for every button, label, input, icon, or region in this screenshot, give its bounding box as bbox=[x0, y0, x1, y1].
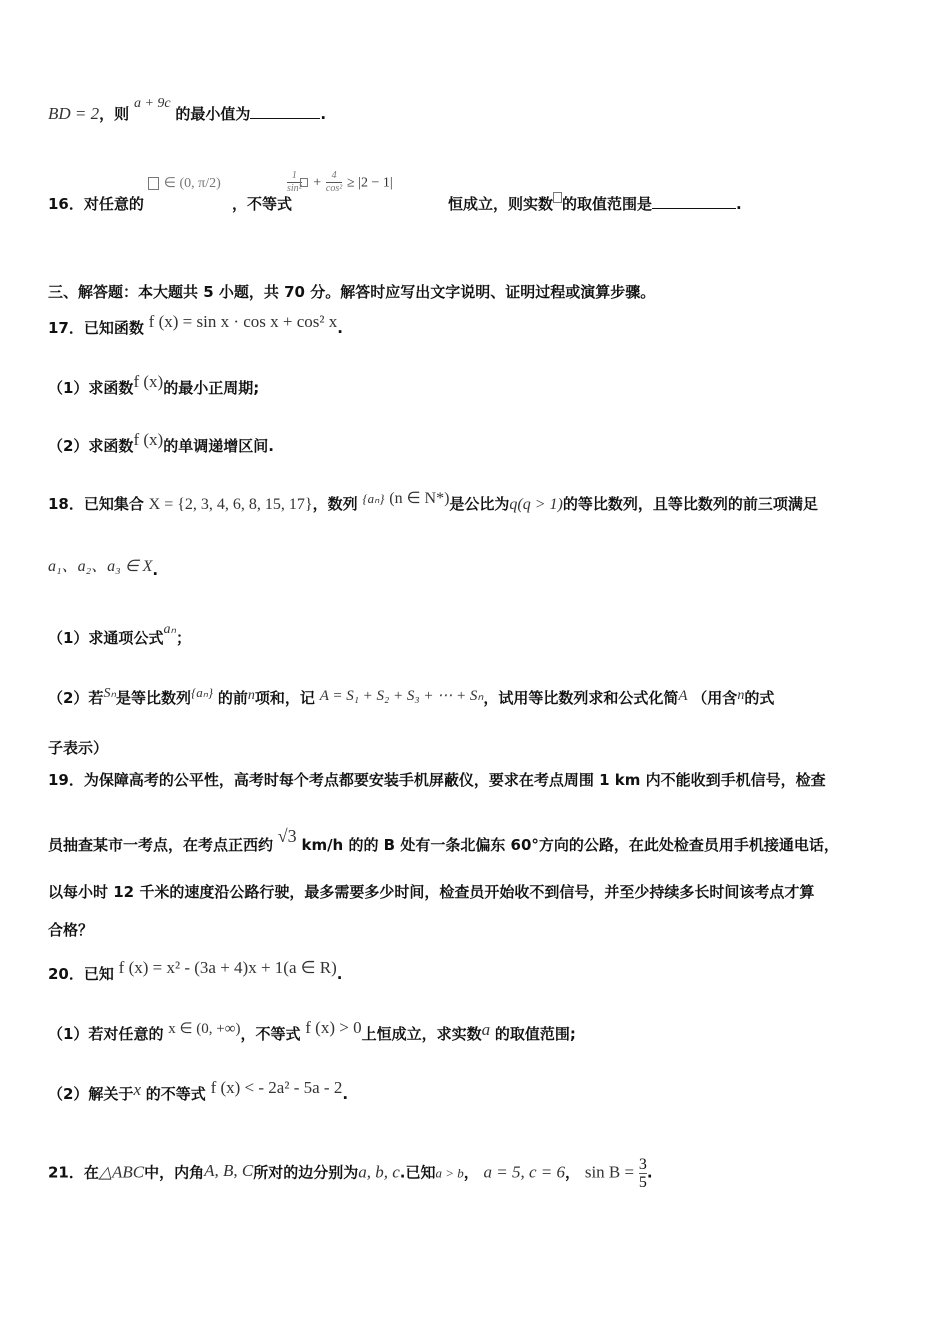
q21-t2: 所对的边分别为 bbox=[253, 1163, 359, 1182]
q16-inequality bbox=[287, 170, 393, 195]
q19-line2b: km/h 的的 B 处有一条北偏东 60°方向的公路，在此处检查员用手机接通电话， bbox=[301, 836, 839, 854]
q18-p2-seq: {aₙ} bbox=[191, 685, 214, 700]
q18-p2-t3: 项和，记 bbox=[254, 689, 315, 707]
placeholder-box-icon bbox=[553, 192, 562, 203]
q16-domain-math: ∈ (0, π/2) bbox=[163, 176, 221, 191]
q18-part-2 bbox=[48, 685, 775, 710]
q18-p2-A: A = S₁ + S₂ + S₃ + ⋯ + Sₙ bbox=[319, 688, 484, 704]
q21-fraction bbox=[639, 1156, 647, 1191]
q18-p2-sn: Sₙ bbox=[103, 686, 117, 701]
q18-set: X = {2, 3, 4, 6, 8, 15, 17} bbox=[148, 496, 313, 513]
q18-line-2 bbox=[48, 560, 158, 581]
q17-part-1 bbox=[48, 372, 260, 398]
q20-p1-t2: 上恒成立，求实数 bbox=[361, 1025, 482, 1043]
q18-p2-line2: 子表示） bbox=[48, 739, 109, 757]
q21-t5: ， bbox=[565, 1163, 581, 1182]
q21-t4: ， bbox=[463, 1163, 479, 1182]
q15-sep: ，则 bbox=[99, 105, 130, 123]
q15-answer-blank bbox=[250, 104, 320, 119]
placeholder-box-icon bbox=[300, 178, 308, 187]
question-18 bbox=[48, 490, 818, 515]
q15-expression: a + 9c bbox=[133, 96, 171, 111]
q21-triangle: △ABC bbox=[98, 1162, 145, 1182]
q18-p2-t2: 的前 bbox=[217, 689, 248, 707]
q16-plus: + bbox=[313, 175, 322, 191]
q20-end: . bbox=[336, 965, 343, 983]
q21-t3: .已知 bbox=[399, 1163, 436, 1182]
q21-sinB: sin B = bbox=[584, 1162, 635, 1182]
q17-p1-text: 的最小正周期; bbox=[163, 379, 260, 397]
q15-end: . bbox=[320, 105, 327, 123]
q20-part-2 bbox=[48, 1078, 349, 1104]
q19-line2a: 员抽查某市一考点，在考点正西约 bbox=[48, 836, 274, 854]
q17-p1-label: （1）求函数 bbox=[48, 379, 134, 397]
q16-domain bbox=[148, 172, 221, 194]
q15-text: 的最小值为 bbox=[175, 105, 251, 123]
q21-t1: 中，内角 bbox=[144, 1163, 205, 1182]
q16-answer-blank bbox=[652, 194, 736, 209]
q18-number: 18．已知集合 bbox=[48, 495, 144, 513]
q18-terms: a₁、a₂、a₃ ∈ X bbox=[48, 558, 153, 575]
question-17 bbox=[48, 312, 343, 338]
q20-p2-end: . bbox=[342, 1085, 349, 1103]
q18-p2-label: （2）若 bbox=[48, 689, 104, 707]
q16-text1: ，不等式 bbox=[232, 195, 293, 213]
placeholder-box-icon bbox=[148, 177, 159, 190]
q21-number: 21．在 bbox=[48, 1163, 99, 1182]
q19-line-3: 以每小时 12 千米的速度沿公路行驶，最多需要多少时间，检查员开始收不到信号，并至少持续多长时间该考点才算 bbox=[48, 883, 815, 901]
q18-seq: {aₙ} bbox=[362, 491, 385, 506]
q15-condition: BD = 2 bbox=[48, 104, 100, 123]
q18-text1: ，数列 bbox=[312, 495, 358, 513]
q16-number: 16．对任意的 bbox=[48, 195, 144, 213]
q21-end: . bbox=[646, 1163, 653, 1182]
q19-line-2 bbox=[48, 826, 839, 855]
q18-p2-t4: ，试用等比数列求和公式化简 bbox=[483, 689, 679, 707]
q20-p1-label: （1）若对任意的 bbox=[48, 1025, 164, 1043]
q16-frac2-num: 4 bbox=[331, 170, 337, 181]
q18-text2: 是公比为 bbox=[449, 495, 510, 513]
q16-text3: 的取值范围是 bbox=[562, 195, 653, 213]
q18-p1-end: ； bbox=[176, 629, 192, 647]
q20-p1-t1: ，不等式 bbox=[240, 1025, 301, 1043]
q16-frac1-den: sin² bbox=[287, 183, 302, 194]
q18-p2-n2: n bbox=[737, 688, 745, 703]
q17-p1-math: f (x) bbox=[133, 372, 164, 391]
q21-angles: A, B, C bbox=[204, 1160, 254, 1180]
q20-p2-ineq: f (x) < - 2a² - 5a - 2 bbox=[210, 1078, 343, 1097]
q20-p2-t1: 的不等式 bbox=[145, 1085, 206, 1103]
q19-line-1: 19．为保障高考的公平性，高考时每个考点都要安装手机屏蔽仪，要求在考点周围 1 km 内不能收到手机信号，检查 bbox=[48, 771, 826, 789]
q21-compare: a > b bbox=[435, 1165, 464, 1181]
q20-part-1 bbox=[48, 1018, 576, 1045]
q18-cond: (n ∈ N*) bbox=[389, 490, 450, 507]
q17-part-2 bbox=[48, 430, 274, 456]
q19-line-4: 合格？ bbox=[48, 921, 94, 939]
q16-frac1-num: 1 bbox=[291, 170, 297, 181]
question-21 bbox=[48, 1156, 653, 1191]
q18-ratio: q(q > 1) bbox=[509, 496, 563, 513]
q20-p1-domain: x ∈ (0, +∞) bbox=[168, 1021, 241, 1037]
q21-frac-den: 5 bbox=[638, 1174, 647, 1191]
q17-p2-label: （2）求函数 bbox=[48, 437, 134, 455]
question-20 bbox=[48, 958, 343, 984]
q18-text3: 的等比数列，且等比数列的前三项满足 bbox=[562, 495, 818, 513]
q20-function: f (x) = x² - (3a + 4)x + 1(a ∈ R) bbox=[118, 958, 337, 977]
q21-values: a = 5, c = 6 bbox=[483, 1162, 566, 1182]
q16-fraction-2 bbox=[326, 170, 342, 195]
q17-number: 17．已知函数 bbox=[48, 319, 144, 337]
q20-number: 20．已知 bbox=[48, 965, 114, 983]
q18-p1-math: aₙ bbox=[163, 622, 177, 637]
q18-p2-t5: （用含 bbox=[692, 689, 738, 707]
q17-p2-math: f (x) bbox=[133, 430, 164, 449]
q17-p2-text: 的单调递增区间. bbox=[163, 437, 274, 455]
q17-end: . bbox=[337, 319, 343, 337]
q18-p1-label: （1）求通项公式 bbox=[48, 629, 164, 647]
q15-tail bbox=[48, 96, 327, 126]
q20-p1-t3: 的取值范围; bbox=[494, 1025, 576, 1043]
q16-end: . bbox=[736, 195, 742, 213]
q16-text2: 恒成立，则实数 bbox=[448, 195, 554, 213]
q16-tail bbox=[448, 194, 742, 214]
q18-line2-end: . bbox=[152, 561, 159, 579]
q18-part-1 bbox=[48, 622, 192, 650]
question-16 bbox=[48, 194, 144, 214]
q20-p2-label: （2）解关于 bbox=[48, 1085, 134, 1103]
q21-sides: a, b, c bbox=[358, 1162, 400, 1182]
q18-p2-t6: 的式 bbox=[744, 689, 775, 707]
q20-p1-a: a bbox=[481, 1020, 491, 1039]
q17-function: f (x) = sin x · cos x + cos² x bbox=[148, 312, 338, 331]
q19-sqrt: √3 bbox=[277, 826, 297, 846]
q16-frac2-den: cos² bbox=[325, 183, 343, 194]
q18-p2-n: n bbox=[247, 688, 255, 703]
q16-ineq-line bbox=[232, 194, 292, 214]
section-heading: 三、解答题：本大题共 5 小题，共 70 分。解答时应写出文字说明、证明过程或演算步骤。 bbox=[48, 283, 656, 301]
q16-rhs: ≥ |2 − 1| bbox=[347, 175, 393, 191]
q21-frac-num: 3 bbox=[638, 1156, 647, 1173]
q20-p2-x: x bbox=[133, 1080, 141, 1099]
q20-p1-ineq: f (x) > 0 bbox=[305, 1018, 362, 1037]
q18-p2-t1: 是等比数列 bbox=[116, 689, 192, 707]
q18-p2-A2: A bbox=[678, 688, 688, 704]
